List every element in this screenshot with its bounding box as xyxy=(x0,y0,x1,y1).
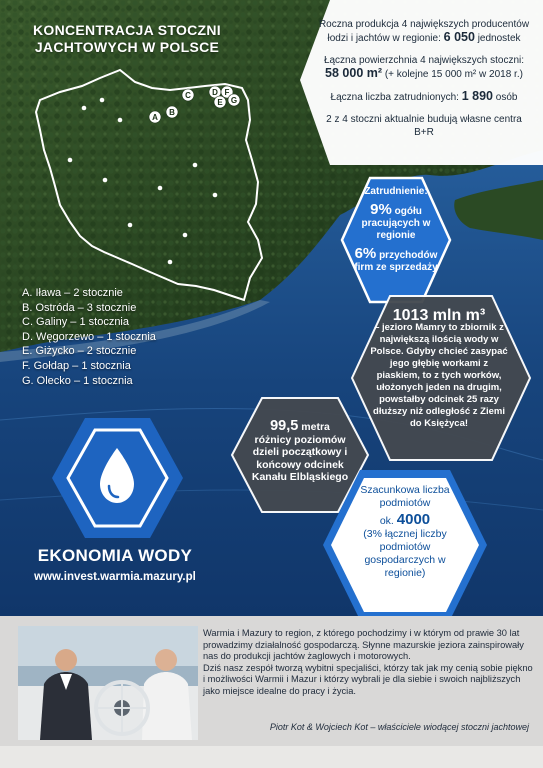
firms-value: 4000 xyxy=(396,511,431,528)
stat-employees-unit: osób xyxy=(495,92,518,103)
economy-title: EKONOMIA WODY xyxy=(37,546,193,565)
employment-text-1: ogółu pracujących w regionie xyxy=(361,206,431,241)
map-label-c: C xyxy=(185,91,191,100)
legend-item: A. Iława – 2 stocznie xyxy=(22,287,123,299)
stat-rd-centers: 2 z 4 stoczni aktualnie budują własne centra B+R xyxy=(326,114,522,138)
page-title: KONCENTRACJA STOCZNI JACHTOWYCH W POLSCE xyxy=(32,22,221,55)
legend-item: D. Węgorzewo – 1 stocznia xyxy=(22,330,156,343)
map-label-a: A xyxy=(152,113,158,122)
employment-text-2: przychodów firm ze sprzedaży xyxy=(354,250,438,273)
legend-item: C. Galiny – 1 stocznia xyxy=(22,316,129,329)
firms-prefix: ok. xyxy=(379,515,394,527)
map-label-b: B xyxy=(169,108,175,117)
statement-paragraph-1: Warmia i Mazury to region, z którego pochodzimy i w którym od prawie 30 lat prowadzimy działalność gospodarczą. Słynne mazurskie jeziora zainspirowały nas do produkcji jachtów żaglowych i motorowych. xyxy=(203,628,524,661)
map-label-f: F xyxy=(224,88,230,97)
canal-text: różnicy poziomów dzieli początkowy i końcowy odcinek Kanału Elbląskiego xyxy=(251,433,349,483)
stat-production-unit: jednostek xyxy=(477,33,521,44)
canal-fact xyxy=(250,420,350,484)
legend-item: G. Olecko – 1 stocznia xyxy=(22,374,133,387)
firms-text-1: Szacunkowa liczba podmiotów xyxy=(360,484,450,509)
employment-heading: Zatrudnienie: xyxy=(364,186,428,197)
footer-strip xyxy=(0,746,543,768)
production-stats xyxy=(318,18,530,148)
firms-text-2: (3% łącznej liczby podmiotów gospodarczych w regionie) xyxy=(363,528,447,579)
stat-area-extra: (+ kolejne 15 000 m² w 2018 r.) xyxy=(384,69,523,80)
canal-value: 99,5 xyxy=(270,418,299,434)
stat-employees-value: 1 890 xyxy=(461,89,493,103)
mamry-value: 1013 mln m³ xyxy=(392,307,486,324)
owners-statement xyxy=(203,628,533,697)
legend-item: B. Ostróda – 3 stocznie xyxy=(22,301,137,314)
signature: Piotr Kot & Wojciech Kot – właściciele wiodącej stoczni jachtowej xyxy=(269,722,529,732)
stat-area-text: Łączna powierzchnia 4 największych stoczni: xyxy=(323,55,525,66)
legend-item: E. Giżycko – 2 stocznie xyxy=(22,345,137,358)
employment-value-1: 9% xyxy=(370,201,392,218)
firms-fact xyxy=(350,484,460,580)
statement-paragraph-2: Dziś nasz zespół tworzą wybitni specjaliści, którzy tak jak my cenią sobie piękno i możliwości Warmii i Mazur i którzy wybrali je dla siebie i swoich najbliższych jako miejsce idealne do pracy i życia. xyxy=(203,662,533,696)
website-link[interactable]: www.invest.warmia.mazury.pl xyxy=(34,571,196,583)
stat-area-value: 58 000 m² xyxy=(325,66,383,80)
stat-production-text: Roczna produkcja 4 największych producentów łodzi i jachtów w regionie: xyxy=(318,19,530,44)
employment-stats xyxy=(346,186,446,274)
stat-employees-text: Łączna liczba zatrudnionych: xyxy=(330,92,459,103)
canal-unit: metra xyxy=(301,421,330,433)
employment-value-2: 6% xyxy=(354,245,377,262)
owners-photo xyxy=(18,626,198,740)
stat-production-value: 6 050 xyxy=(443,30,475,44)
legend-item: F. Gołdap – 1 stocznia xyxy=(22,359,131,372)
map-label-e: E xyxy=(217,98,223,107)
map-label-g: G xyxy=(230,96,238,105)
mamry-lake-fact xyxy=(368,307,510,430)
mamry-text: – jezioro Mamry to zbiornik z największą ilością wody w Polsce. Gdyby chcieć zasypać jego głębię workami z piaskiem, to z tych worków, ułożonych jeden na drugim, powstałby odcinek 25 razy dłuższy niż odległość z Ziemi do Księżyca! xyxy=(370,322,508,429)
map-label-d: D xyxy=(212,88,218,97)
